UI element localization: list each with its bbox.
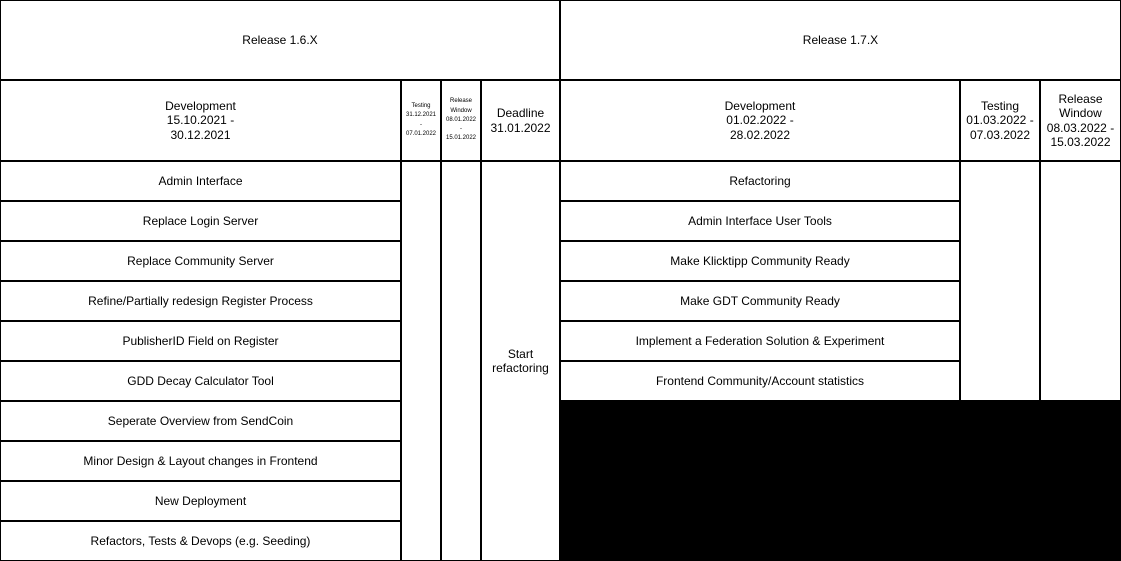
task-row: GDD Decay Calculator Tool [0,361,401,401]
release-17-testing-column-body [960,161,1040,401]
task-row: Replace Community Server [0,241,401,281]
task-row: Refactoring [560,161,960,201]
release-16-release-window-column-body [441,161,481,561]
task-row: Frontend Community/Account statistics [560,361,960,401]
task-row: Implement a Federation Solution & Experiment [560,321,960,361]
release-16-testing-column-body [401,161,441,561]
task-row: Admin Interface User Tools [560,201,960,241]
task-row: Make GDT Community Ready [560,281,960,321]
release-16-title: Release 1.6.X [0,0,560,80]
release-16-testing-header: Testing 31.12.2021 - 07.01.2022 [401,80,441,161]
task-row: Minor Design & Layout changes in Frontend [0,441,401,481]
redacted-black-area [560,401,1121,561]
release-16-deadline-header: Deadline 31.01.2022 [481,80,560,161]
release-17-release-window-column-body [1040,161,1121,401]
release-17-testing-header: Testing 01.03.2022 - 07.03.2022 [960,80,1040,161]
release-16-release-window-header: Release Window 08.01.2022 - 15.01.2022 [441,80,481,161]
release-16-development-header: Development 15.10.2021 - 30.12.2021 [0,80,401,161]
task-row: Refine/Partially redesign Register Process [0,281,401,321]
task-row: PublisherID Field on Register [0,321,401,361]
task-row: Seperate Overview from SendCoin [0,401,401,441]
task-row: Refactors, Tests & Devops (e.g. Seeding) [0,521,401,561]
release-16-deadline-note-cell: Start refactoring [481,161,560,561]
task-row: Replace Login Server [0,201,401,241]
release-17-development-header: Development 01.02.2022 - 28.02.2022 [560,80,960,161]
task-row: New Deployment [0,481,401,521]
release-17-release-window-header: Release Window 08.03.2022 - 15.03.2022 [1040,80,1121,161]
task-row: Make Klicktipp Community Ready [560,241,960,281]
task-row: Admin Interface [0,161,401,201]
release-17-title: Release 1.7.X [560,0,1121,80]
